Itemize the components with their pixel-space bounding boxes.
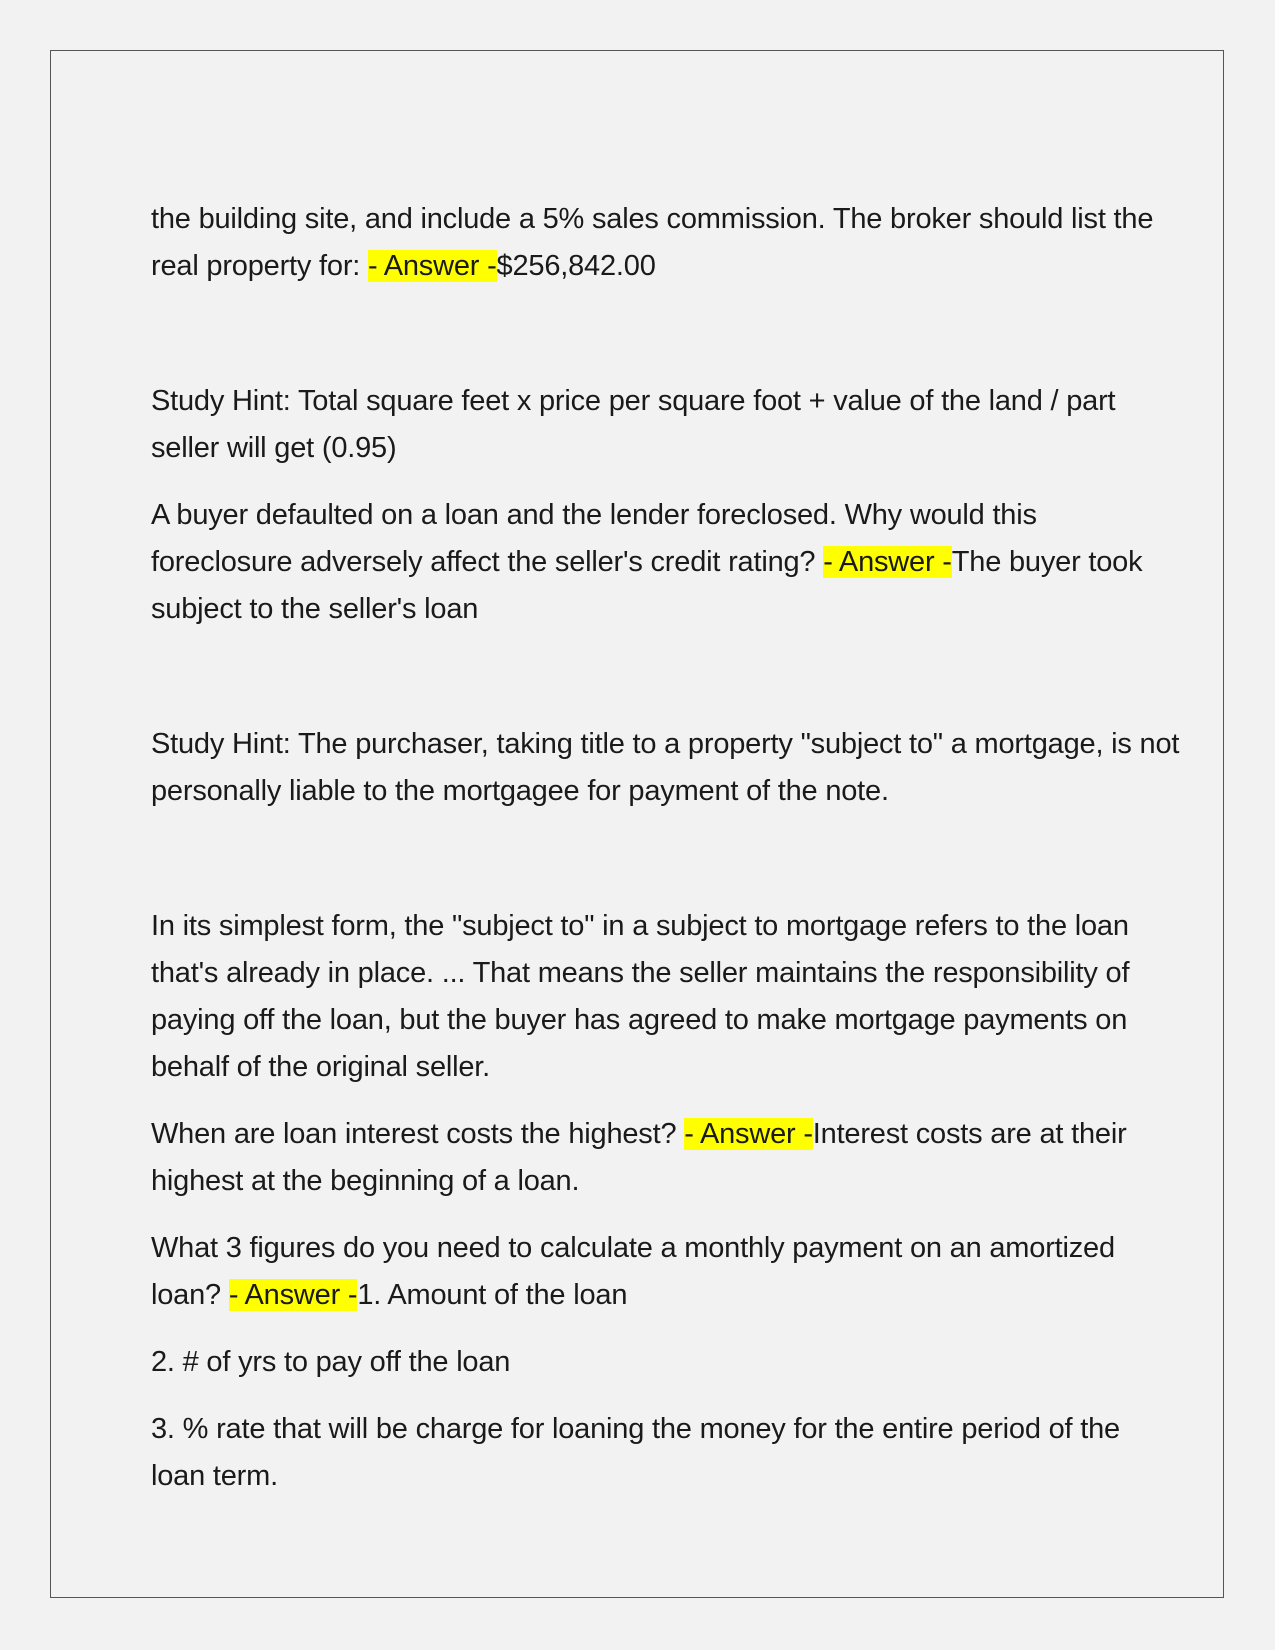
question-text: the building site, and include a 5% sales commission. The broker should list the real property for:: [151, 203, 1154, 282]
question-paragraph: [151, 492, 1181, 633]
answer-text: The buyer took subject to the seller's loan: [151, 546, 1143, 625]
list-item: 2. # of yrs to pay off the loan: [151, 1346, 511, 1378]
answer-text: Interest costs are at their highest at the beginning of a loan.: [151, 1118, 1127, 1197]
question-paragraph: [151, 196, 1181, 290]
question-text: A buyer defaulted on a loan and the lender foreclosed. Why would this foreclosure adversely affect the seller's credit rating?: [151, 499, 1037, 578]
answer-marker: - Answer -: [823, 546, 952, 578]
list-item: 3. % rate that will be charge for loaning the money for the entire period of the loan term.: [151, 1413, 1120, 1492]
question-text: When are loan interest costs the highest?: [151, 1118, 685, 1150]
answer-text: 1. Amount of the loan: [357, 1279, 628, 1311]
explanation-paragraph: In its simplest form, the "subject to" in a subject to mortgage refers to the loan that's already in place. ... That means the seller maintains the responsibility of paying off the loan, but the buyer has agreed to make mortgage payments on behalf of the original seller.: [151, 910, 1130, 1083]
answer-marker: - Answer -: [368, 250, 497, 282]
question-paragraph: [151, 1111, 1181, 1205]
answer-marker: - Answer -: [684, 1118, 813, 1150]
question-text: What 3 figures do you need to calculate a monthly payment on an amortized loan?: [151, 1232, 1115, 1311]
document-body: [151, 196, 1181, 1500]
answer-marker: - Answer -: [228, 1279, 358, 1311]
question-paragraph: [151, 1225, 1181, 1319]
answer-text: $256,842.00: [496, 250, 656, 282]
study-hint-paragraph: Study Hint: The purchaser, taking title to a property "subject to" a mortgage, is not personally liable to the mortgagee for payment of the note.: [151, 728, 1180, 807]
document-page: [50, 50, 1224, 1598]
study-hint-paragraph: Study Hint: Total square feet x price per square foot + value of the land / part seller will get (0.95): [151, 385, 1116, 464]
